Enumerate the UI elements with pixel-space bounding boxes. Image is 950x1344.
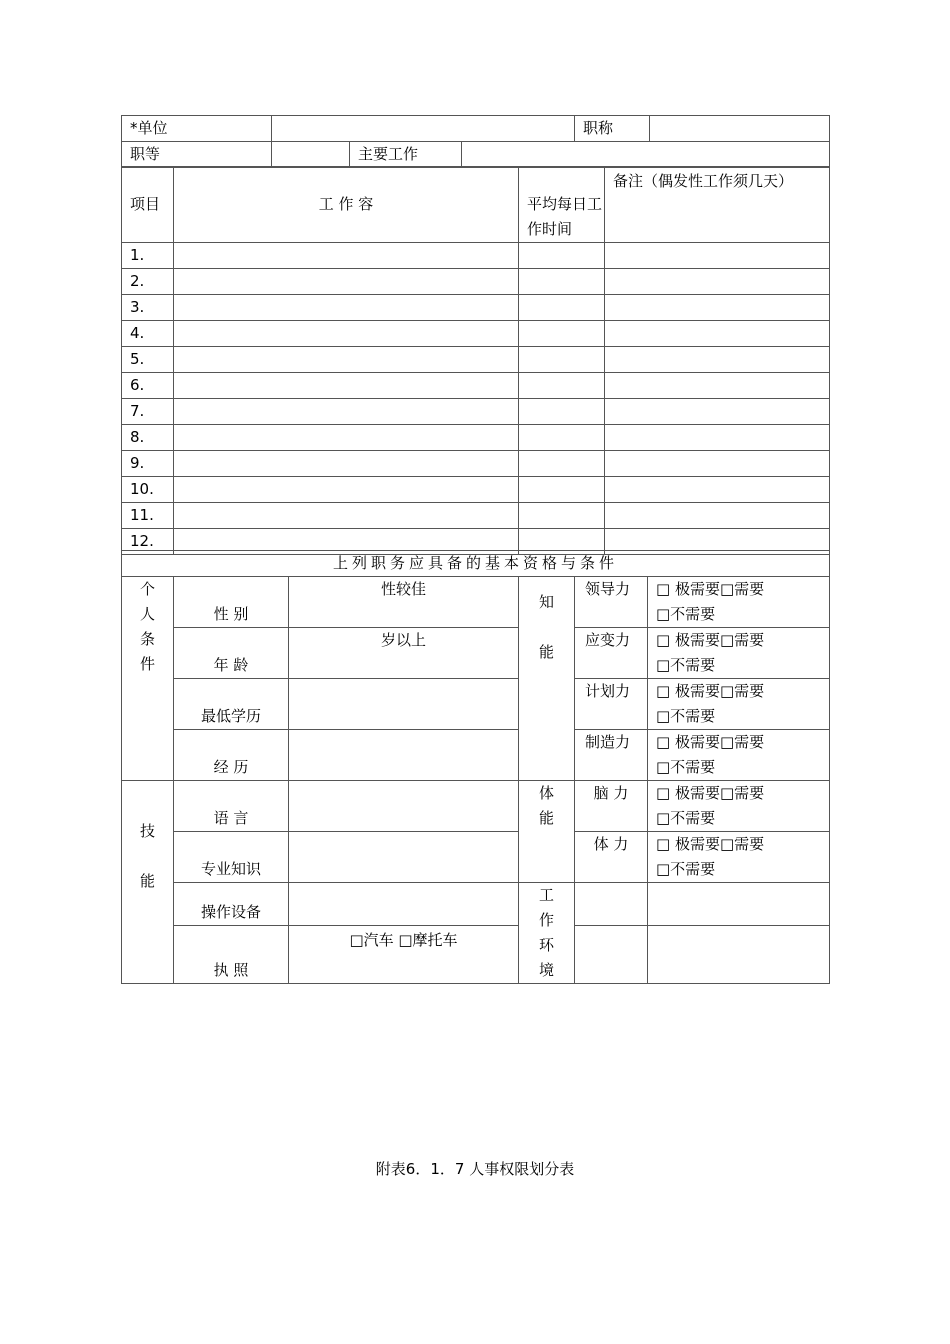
table-caption: 附表6．1．7 人事权限划分表 [375,1160,575,1178]
education-label: 最低学历 [174,679,289,730]
task-note-field[interactable] [605,243,830,269]
task-number: 7. [122,399,174,425]
task-row [122,399,830,425]
physical-group-label: 体能 [519,781,575,883]
license-options[interactable]: □汽车 □摩托车 [289,926,519,984]
task-content-field[interactable] [174,373,519,399]
main-work-label: 主要工作 [350,142,462,168]
grade-label: 职等 [122,142,272,168]
task-row [122,503,830,529]
task-content-field[interactable] [174,269,519,295]
license-label: 执 照 [174,926,289,984]
task-row [122,243,830,269]
equipment-label: 操作设备 [174,883,289,926]
making-options[interactable]: □ 极需要□需要 □不需要 [648,730,830,781]
mental-label: 脑 力 [575,781,648,832]
environment-field-1[interactable] [575,883,648,926]
planning-options[interactable]: □ 极需要□需要 □不需要 [648,679,830,730]
unit-field[interactable] [272,116,575,142]
environment-field-2[interactable] [648,883,830,926]
task-number: 8. [122,425,174,451]
task-row [122,373,830,399]
title-label: 职称 [575,116,650,142]
equipment-field[interactable] [289,883,519,926]
planning-label: 计划力 [575,679,648,730]
task-row [122,269,830,295]
knowledge-group-label: 知能 [519,577,575,781]
language-field[interactable] [289,781,519,832]
task-number: 9. [122,451,174,477]
strength-options[interactable]: □ 极需要□需要 □不需要 [648,832,830,883]
task-time-field[interactable] [519,321,605,347]
task-note-field[interactable] [605,295,830,321]
language-label: 语 言 [174,781,289,832]
environment-field-4[interactable] [648,926,830,984]
skills-group-label: 技能 [122,781,174,984]
task-table [121,166,830,555]
task-number: 2. [122,269,174,295]
task-content-field[interactable] [174,347,519,373]
task-row [122,451,830,477]
main-work-field[interactable] [462,142,830,168]
header-table [121,115,830,168]
task-row [122,477,830,503]
task-note-field[interactable] [605,399,830,425]
task-row [122,347,830,373]
task-note-field[interactable] [605,347,830,373]
task-time-field[interactable] [519,399,605,425]
task-content-field[interactable] [174,477,519,503]
task-content-field[interactable] [174,243,519,269]
mental-options[interactable]: □ 极需要□需要 □不需要 [648,781,830,832]
task-time-field[interactable] [519,373,605,399]
expertise-field[interactable] [289,832,519,883]
task-row [122,321,830,347]
task-content-field[interactable] [174,321,519,347]
grade-field[interactable] [272,142,350,168]
task-note-field[interactable] [605,373,830,399]
col-note-header: 备注（偶发性工作须几天） [605,167,830,243]
task-time-field[interactable] [519,451,605,477]
col-item-header: 项目 [122,167,174,243]
age-label: 年 龄 [174,628,289,679]
task-time-field[interactable] [519,425,605,451]
education-field[interactable] [289,679,519,730]
task-content-field[interactable] [174,295,519,321]
title-field[interactable] [650,116,830,142]
task-content-field[interactable] [174,399,519,425]
task-content-field[interactable] [174,503,519,529]
task-time-field[interactable] [519,243,605,269]
gender-label: 性 别 [174,577,289,628]
environment-field-3[interactable] [575,926,648,984]
task-row [122,425,830,451]
task-number: 5. [122,347,174,373]
task-time-field[interactable] [519,477,605,503]
task-time-field[interactable] [519,269,605,295]
expertise-label: 专业知识 [174,832,289,883]
task-time-field[interactable] [519,503,605,529]
col-time-header: 平均每日工作时间 [519,167,605,243]
leadership-label: 领导力 [575,577,648,628]
task-note-field[interactable] [605,451,830,477]
task-number: 10. [122,477,174,503]
task-number: 6. [122,373,174,399]
experience-label: 经 历 [174,730,289,781]
task-number: 12. [122,529,174,555]
gender-value[interactable]: 性较佳 [289,577,519,628]
task-number: 4. [122,321,174,347]
qualification-table [121,550,830,984]
task-content-field[interactable] [174,425,519,451]
task-note-field[interactable] [605,503,830,529]
personal-group-label: 个人条件 [122,577,174,781]
qualification-heading: 上列职务应具备的基本资格与条件 [122,551,830,577]
task-row [122,295,830,321]
making-label: 制造力 [575,730,648,781]
strength-label: 体 力 [575,832,648,883]
task-content-field[interactable] [174,451,519,477]
unit-label: *单位 [122,116,272,142]
age-value[interactable]: 岁以上 [289,628,519,679]
adaptability-label: 应变力 [575,628,648,679]
leadership-options[interactable]: □ 极需要□需要 □不需要 [648,577,830,628]
task-number: 3. [122,295,174,321]
task-number: 11. [122,503,174,529]
task-note-field[interactable] [605,425,830,451]
task-note-field[interactable] [605,321,830,347]
col-content-header: 工 作 容 [174,167,519,243]
task-time-field[interactable] [519,295,605,321]
environment-group-label: 工作环境 [519,883,575,984]
task-number: 1. [122,243,174,269]
experience-field[interactable] [289,730,519,781]
task-time-field[interactable] [519,347,605,373]
adaptability-options[interactable]: □ 极需要□需要 □不需要 [648,628,830,679]
task-note-field[interactable] [605,477,830,503]
task-note-field[interactable] [605,269,830,295]
